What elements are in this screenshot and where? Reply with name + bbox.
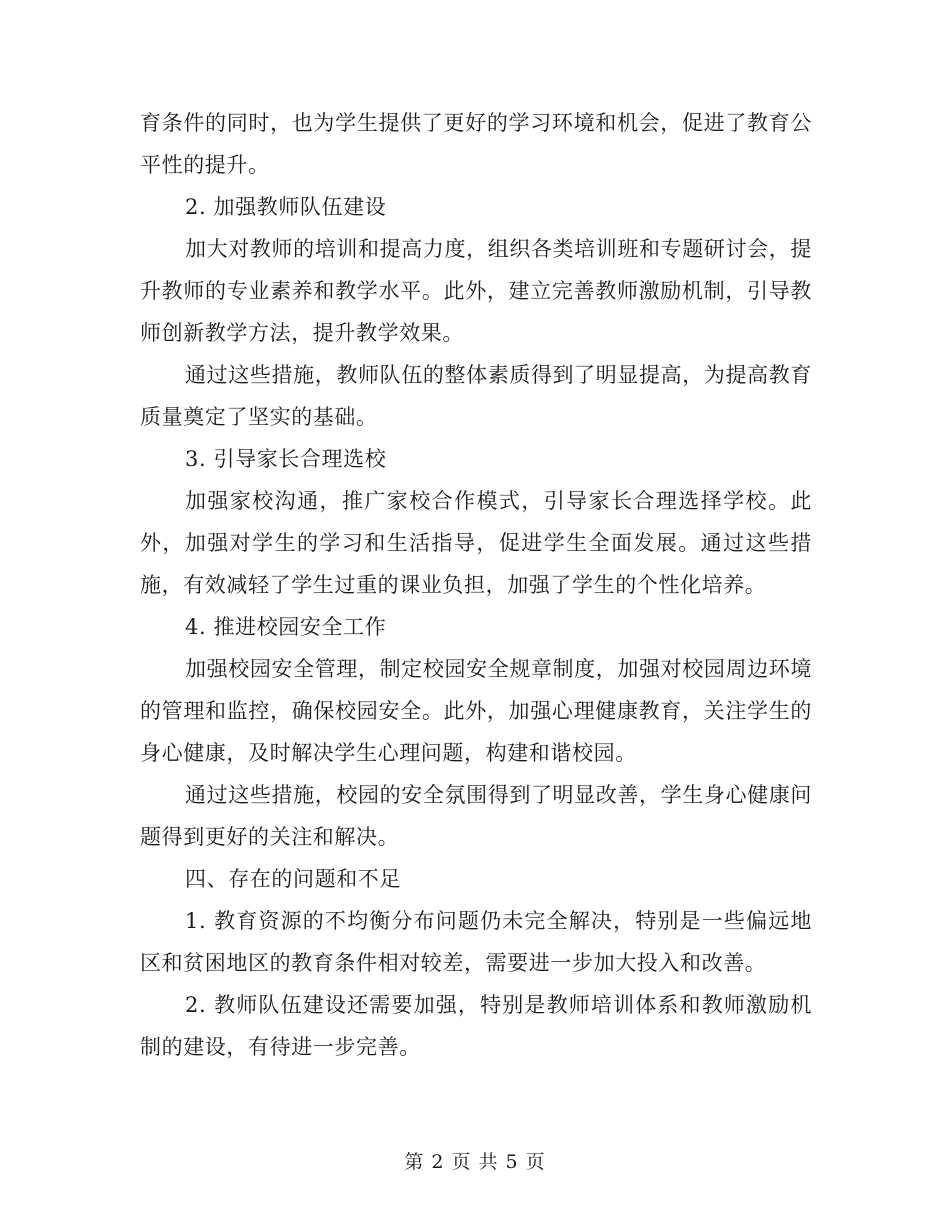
document-body	[140, 102, 812, 1068]
problem-item-1: 1. 教育资源的不均衡分布问题仍未完全解决，特别是一些偏远地区和贫困地区的教育条件相对较差，需要进一步加大投入和改善。	[140, 909, 812, 975]
section-heading-3: 3. 引导家长合理选校	[185, 447, 387, 471]
section-heading-2: 2. 加强教师队伍建设	[185, 195, 387, 219]
page-footer	[0, 1147, 950, 1174]
paragraph-5: 加强校园安全管理，制定校园安全规章制度，加强对校园周边环境的管理和监控，确保校园安全。此外，加强心理健康教育，关注学生的身心健康，及时解决学生心理问题，构建和谐校园。	[140, 657, 812, 765]
paragraph-3: 通过这些措施，教师队伍的整体素质得到了明显提高，为提高教育质量奠定了坚实的基础。	[140, 363, 812, 429]
chapter-heading-4: 四、存在的问题和不足	[185, 867, 401, 891]
paragraph-2: 加大对教师的培训和提高力度，组织各类培训班和专题研讨会，提升教师的专业素养和教学水平。此外，建立完善教师激励机制，引导教师创新教学方法，提升教学效果。	[140, 237, 812, 345]
paragraph-4: 加强家校沟通，推广家校合作模式，引导家长合理选择学校。此外，加强对学生的学习和生活指导，促进学生全面发展。通过这些措施，有效减轻了学生过重的课业负担，加强了学生的个性化培养。	[140, 489, 812, 597]
paragraph-6: 通过这些措施，校园的安全氛围得到了明显改善，学生身心健康问题得到更好的关注和解决。	[140, 783, 812, 849]
page-number-label: 第 2 页 共 5 页	[404, 1151, 546, 1173]
section-heading-4: 4. 推进校园安全工作	[185, 615, 387, 639]
paragraph-1: 育条件的同时，也为学生提供了更好的学习环境和机会，促进了教育公平性的提升。	[140, 111, 812, 177]
problem-item-2: 2. 教师队伍建设还需要加强，特别是教师培训体系和教师激励机制的建设，有待进一步完善。	[140, 993, 812, 1059]
